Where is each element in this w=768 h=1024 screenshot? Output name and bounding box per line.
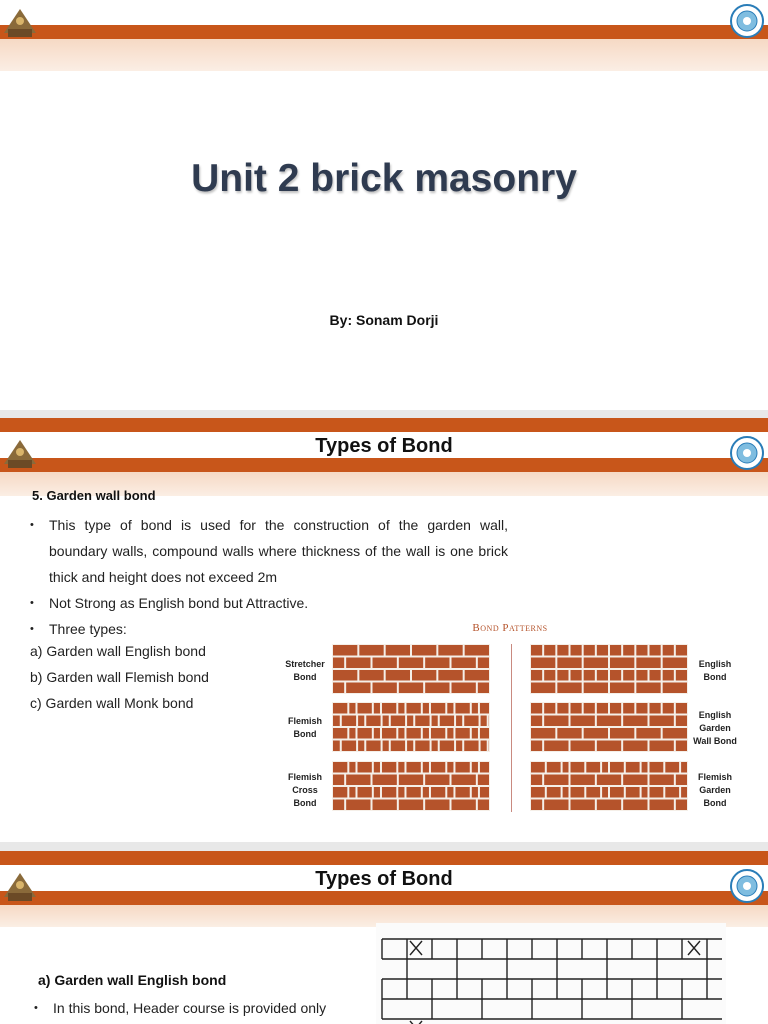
bullet-item: • Three types: xyxy=(30,621,127,637)
brick-panel xyxy=(332,644,490,694)
label-stretcher-bond: Stretcher Bond xyxy=(285,659,325,682)
type-item: a) Garden wall English bond xyxy=(30,643,206,659)
header-bar xyxy=(0,851,768,865)
bullet-item: • This type of bond is used for the construction of the garden wall, boundary walls, compound walls where thickness of the wall is one brick thick and height does not exceed 2m xyxy=(30,517,508,585)
bullet-list xyxy=(34,998,364,1018)
brick-panel xyxy=(332,702,490,752)
slide-garden-wall-english-bond xyxy=(0,851,768,1024)
bullet-item: • Not Strong as English bond but Attractive. xyxy=(30,595,309,611)
slide-title: Types of Bond xyxy=(315,435,453,457)
header-bar xyxy=(0,418,768,432)
title-bar xyxy=(0,891,768,905)
type-item: b) Garden wall Flemish bond xyxy=(30,669,209,685)
header-band xyxy=(0,39,768,71)
label-english-garden-wall-bond: English Garden Wall Bond xyxy=(693,710,737,746)
brick-panel xyxy=(530,644,688,694)
brick-panel xyxy=(530,761,688,811)
slide-garden-wall-bond xyxy=(0,418,768,842)
figure-title: Bond Patterns xyxy=(472,622,548,634)
label-flemish-bond: Flemish Bond xyxy=(287,716,322,739)
label-flemish-garden-bond: Flemish Garden Bond xyxy=(697,772,732,808)
presentation-title: Unit 2 brick masonry xyxy=(191,157,577,200)
author: By: Sonam Dorji xyxy=(329,312,439,328)
type-item: c) Garden wall Monk bond xyxy=(30,695,194,711)
institute-logo-icon xyxy=(0,3,40,41)
title-bar xyxy=(0,458,768,472)
section-heading: 5. Garden wall bond xyxy=(32,488,156,503)
slide-title xyxy=(0,0,768,410)
brick-patterns-drawing xyxy=(280,618,740,818)
slide-title: Types of Bond xyxy=(315,868,453,890)
seal-logo-icon xyxy=(730,4,764,38)
brick-panel xyxy=(332,761,490,811)
header-bar xyxy=(0,25,768,39)
label-flemish-cross-bond: Flemish Cross Bond xyxy=(287,772,322,808)
bond-patterns-figure xyxy=(280,618,740,818)
label-english-bond: English Bond xyxy=(698,659,732,682)
brick-panel xyxy=(530,702,688,752)
type-list xyxy=(30,643,209,721)
bullet-item: • In this bond, Header course is provided only xyxy=(34,1000,327,1016)
english-bond-sketch xyxy=(376,923,726,1024)
section-heading: a) Garden wall English bond xyxy=(38,972,227,988)
